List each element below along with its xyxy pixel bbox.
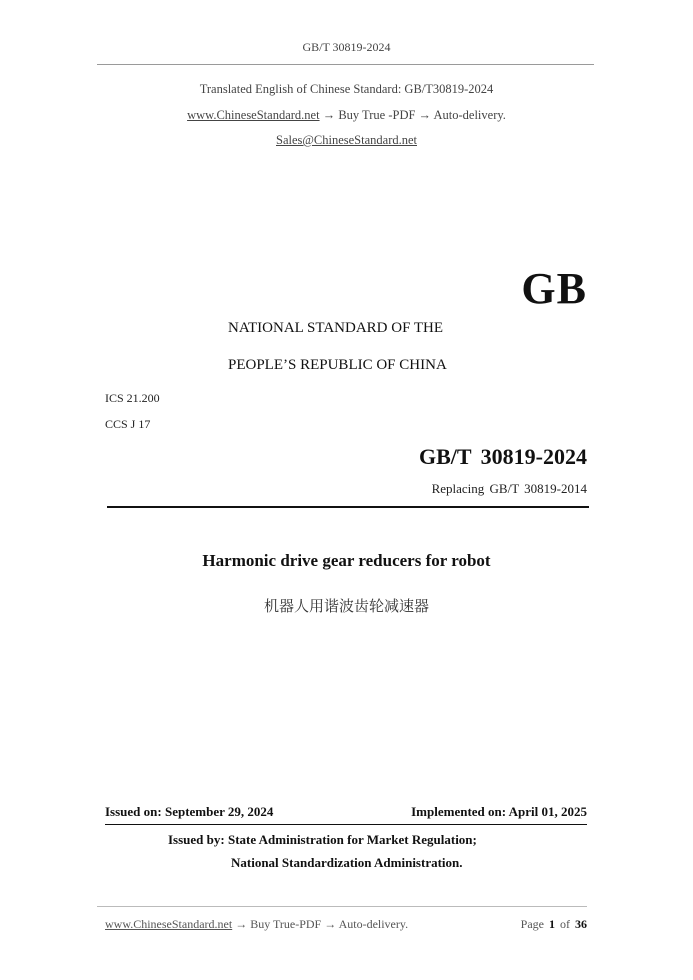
ics-code: ICS 21.200 <box>105 391 160 405</box>
footer-promo <box>105 917 408 932</box>
replacing-note: Replacing GB/T 30819-2014 <box>431 481 587 496</box>
footer-site-link[interactable]: www.ChineseStandard.net <box>105 917 233 931</box>
promo-purchase-line <box>0 108 693 123</box>
issuer-line-2: National Standardization Administration. <box>231 855 463 870</box>
page-label: Page <box>520 917 544 931</box>
page-of: of <box>560 917 570 931</box>
promo-translation-line: Translated English of Chinese Standard: GB/T30819-2024 <box>199 82 494 96</box>
header-divider <box>97 64 594 65</box>
ccs-code: CCS J 17 <box>105 417 151 431</box>
site-link[interactable]: www.ChineseStandard.net <box>187 108 320 122</box>
issuer-line-1: Issued by: State Administration for Market Regulation; <box>168 832 477 847</box>
page-current: 1 <box>549 917 555 931</box>
promo-email-line <box>0 133 693 148</box>
running-header: GB/T 30819-2024 <box>302 40 391 54</box>
footer-divider <box>97 906 587 907</box>
page-indicator <box>521 917 587 932</box>
implemented-date: Implemented on: April 01, 2025 <box>411 804 587 819</box>
document-title-chinese: 机器人用谐波齿轮减速器 <box>263 597 429 615</box>
document-title-english: Harmonic drive gear reducers for robot <box>202 551 491 570</box>
standard-number: GB/T 30819-2024 <box>418 444 587 469</box>
national-standard-line-2: PEOPLE’S REPUBLIC OF CHINA <box>228 357 447 373</box>
page-total: 36 <box>575 917 587 931</box>
promo-purchase-text: → Buy True -PDF → Auto-delivery. <box>319 108 506 122</box>
issued-date: Issued on: September 29, 2024 <box>105 804 274 819</box>
sales-email-link[interactable]: Sales@ChineseStandard.net <box>276 133 417 147</box>
footer-tagline: → Buy True-PDF → Auto-delivery. <box>232 917 409 931</box>
national-standard-line-1: NATIONAL STANDARD OF THE <box>228 320 444 336</box>
title-divider <box>107 506 589 508</box>
gb-logo: GB <box>521 264 587 313</box>
dates-divider <box>105 824 587 825</box>
